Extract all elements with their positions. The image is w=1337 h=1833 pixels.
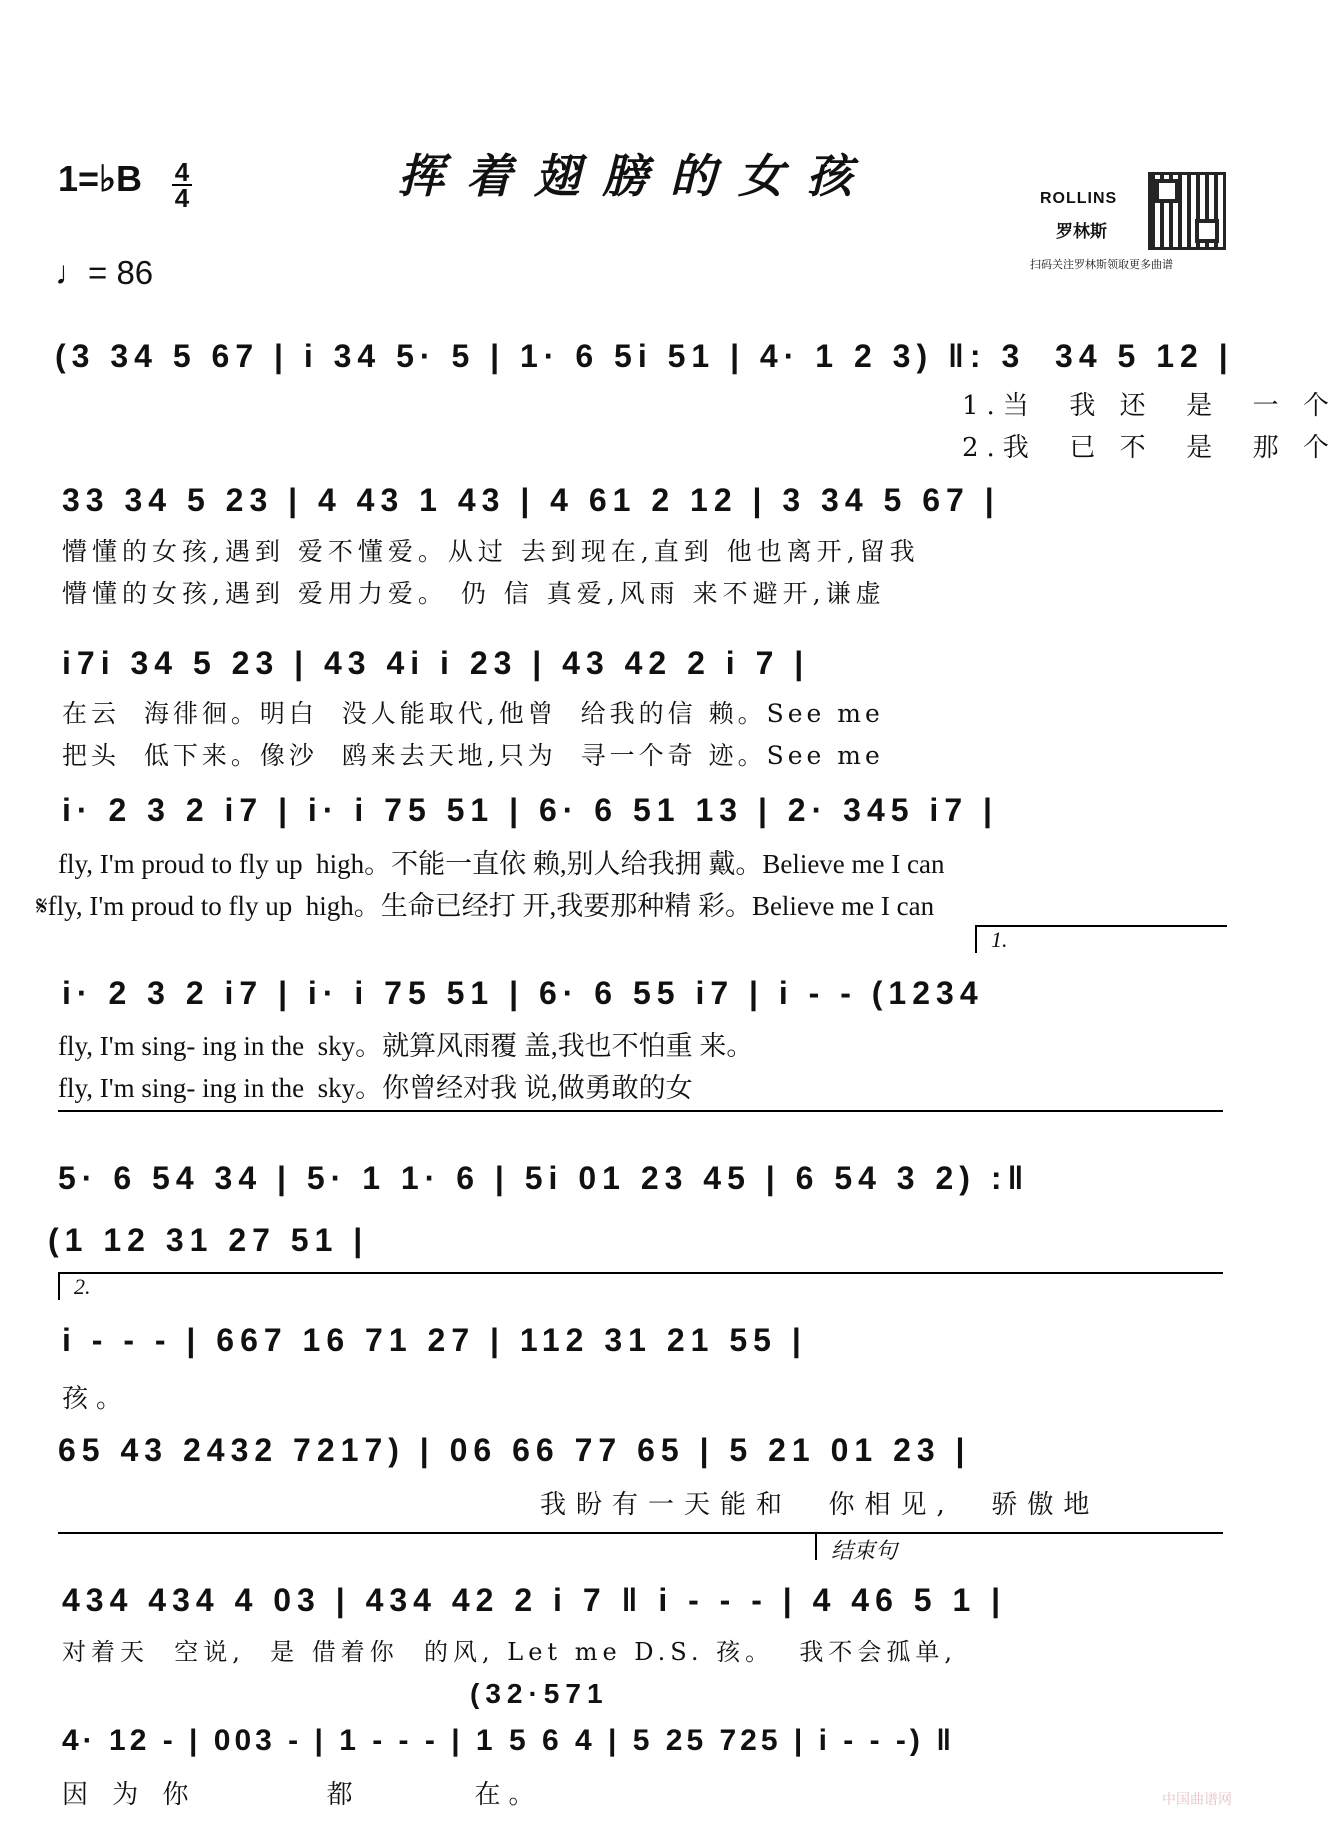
lyric-row-2-verse-1: 懵懂的女孩,遇到 爱不懂爱。从过 去到现在,直到 他也离开,留我 [62,537,920,566]
time-signature-top: 4 [174,157,190,187]
lyric-row-3-verse-2: 把头 低下来。像沙 鸥来去天地,只为 寻一个奇 迹。See me [62,741,884,770]
lyric-row-2-verse-2: 懵懂的女孩,遇到 爱用力爱。 仍 信 真爱,风雨 来不避开,谦虚 [62,579,886,608]
notation-row-7: (1 12 31 27 51 | [48,1222,369,1258]
key-signature: 1=♭B [58,158,143,199]
lyric-row-1-verse-1: 1.当 我 还 是 一 个 [962,391,1337,421]
time-signature [172,157,192,213]
notation-row-11-overtext: (32·571 [470,1678,609,1709]
time-signature-bottom: 4 [174,183,190,213]
notation-row-1: (3 34 5 67 | i 34 5· 5 | 1· 6 5i 51 | 4· 1 2 3) ‖: 3 34 5 12 | [55,338,1234,374]
system-divider [58,1110,1223,1112]
qr-code-icon [1148,172,1226,250]
brand-name: ROLLINS [1040,190,1118,207]
notation-row-2: 33 34 5 23 | 4 43 1 43 | 4 61 2 12 | 3 34 5 67 | [62,482,1000,518]
lyric-row-3-verse-1: 在云 海徘徊。明白 没人能取代,他曾 给我的信 赖。See me [62,699,884,728]
volta-label-2: 2. [74,1274,91,1299]
lyric-row-5-verse-1: fly, I'm sing- ing in the sky。就算风雨覆 盖,我也不怕重 来。 [58,1031,754,1061]
notation-row-6: 5· 6 54 34 | 5· 1 1· 6 | 5i 01 23 45 | 6 54 3 2) :‖ [58,1160,1030,1196]
publisher-logo [1030,172,1220,272]
notation-row-8: i - - - | 667 16 71 27 | 112 31 21 55 | [62,1322,807,1358]
notation-row-11: 4· 12 - | 003 - | 1 - - - | 1 5 6 4 | 5 25 725 | i - - -) ‖ [62,1724,956,1757]
lyric-row-10: 对着天 空说, 是 借着你 的风, Let me D.S. 孩。 我不会孤单, [62,1638,958,1666]
song-title: 挥着翅膀的女孩 [398,149,874,203]
lyric-row-8: 孩。 [62,1384,131,1414]
volta-bracket-2 [58,1272,420,1300]
lyric-row-4-verse-1: fly, I'm proud to fly up high。不能一直依 赖,别人给我拥 戴。Believe me I can [58,849,945,879]
lyric-row-11: 因 为 你 都 在。 [62,1780,543,1810]
tempo-marking: ♩= 86 [55,254,154,291]
volta-label-1: 1. [991,927,1008,952]
lyric-row-4-verse-2: 𝄋fly, I'm proud to fly up high。生命已经打 开,我要那种精 彩。Believe me I can [36,891,935,921]
lyric-row-1-verse-2: 2.我 已 不 是 那 个 [962,433,1337,463]
notation-row-3: i7i 34 5 23 | 43 4i i 23 | 43 42 2 i 7 | [62,645,810,681]
qr-caption: 扫码关注罗林斯领取更多曲谱 [1030,258,1173,271]
system-divider [58,1532,1223,1534]
lyric-row-9: 我盼有一天能和 你相见, 骄傲地 [540,1490,1100,1520]
watermark: 中国曲谱网 [1162,1792,1232,1808]
brand-name-cn: 罗林斯 [1056,222,1107,242]
lyric-row-5-verse-2: fly, I'm sing- ing in the sky。你曾经对我 说,做勇敢的女 [58,1073,693,1103]
notation-row-10: 434 434 4 03 | 434 42 2 i 7 ‖ i - - - | 4 46 5 1 | [62,1582,1007,1618]
ending-bracket [815,1532,1047,1564]
volta-bracket-1 [975,925,1227,953]
ending-label: 结束句 [831,1539,898,1564]
notation-row-5: i· 2 3 2 i7 | i· i 75 51 | 6· 6 55 i7 | i - - (1234 [62,975,984,1011]
notation-row-9: 65 43 2432 7217) | 06 66 77 65 | 5 21 01 23 | [58,1432,971,1468]
notation-row-4: i· 2 3 2 i7 | i· i 75 51 | 6· 6 51 13 | 2· 345 i7 | [62,792,998,828]
